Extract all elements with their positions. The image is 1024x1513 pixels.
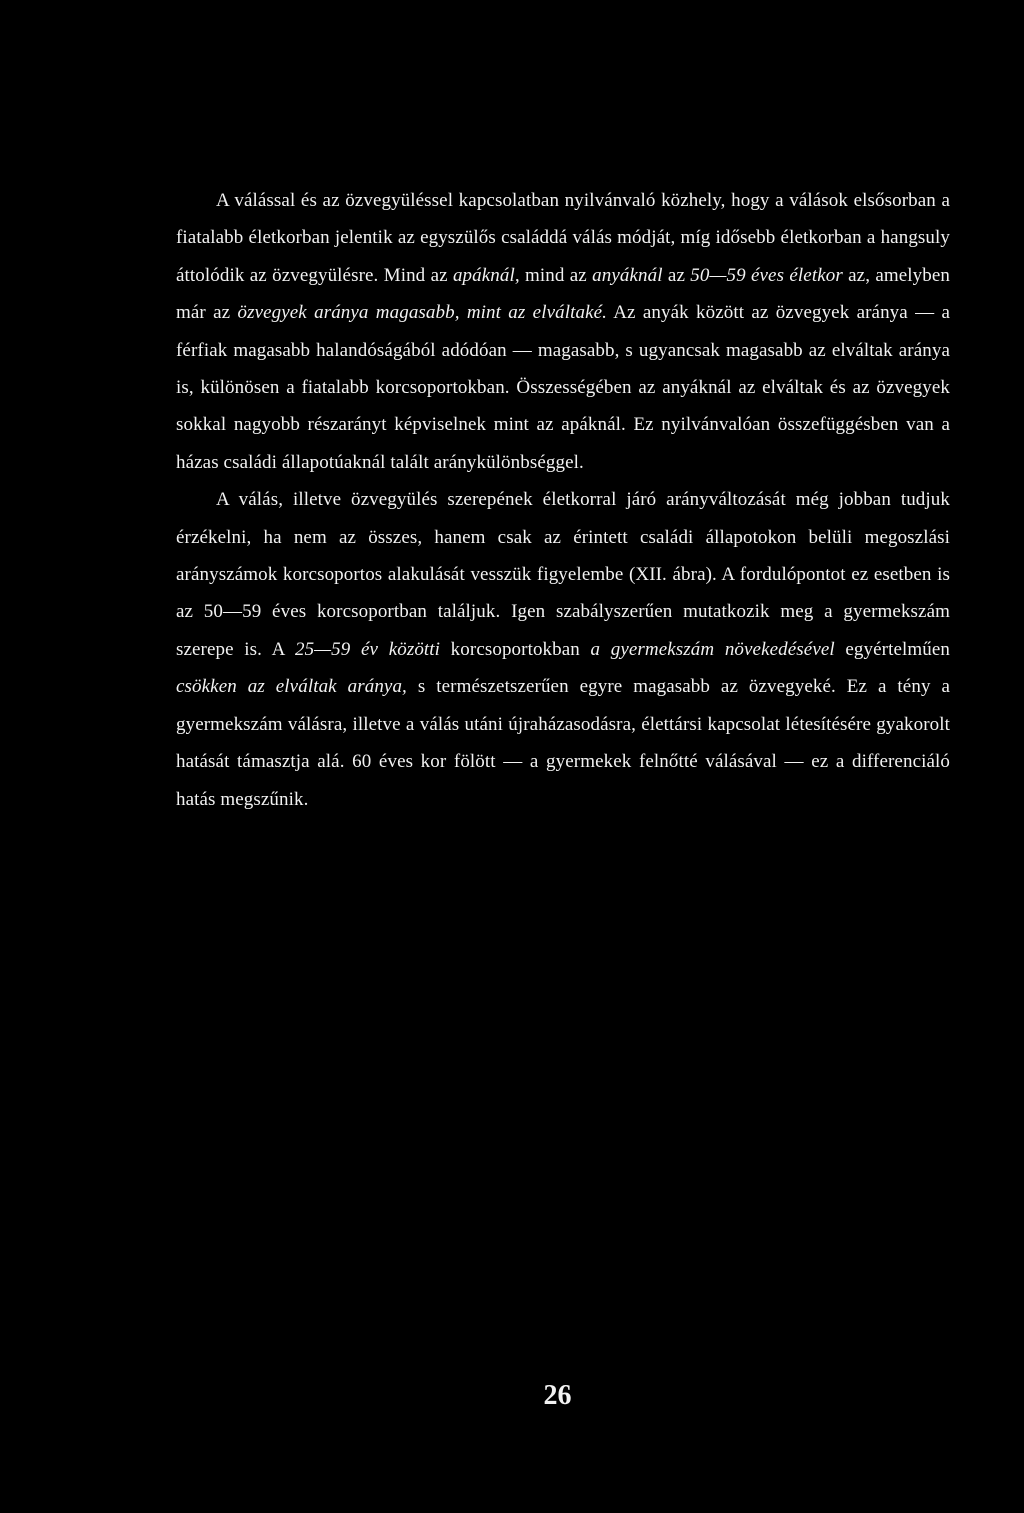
paragraph-1 bbox=[176, 182, 950, 481]
paragraph-1-segment: anyáknál bbox=[592, 264, 663, 286]
paragraph-1-segment: Az anyák között az özvegyek aránya — a férfiak magasabb halandóságából adódóan — magasabb, s ugyancsak magasabb az elváltak aránya is, különösen a fiatalabb korcsoportokban. Összességében az anyáknál az elváltak és az özvegyek sokkal nagyobb részarányt képviselnek mint az apáknál. Ez nyilvánvalóan összefüggésben van a házas családi állapotúaknál talált aránykülönbséggel. bbox=[176, 302, 950, 473]
paragraph-2-segment: egyértelműen bbox=[834, 638, 950, 660]
paragraph-2-segment: a gyermekszám növekedésével bbox=[590, 638, 835, 660]
paragraph-1-segment: apáknál, bbox=[452, 264, 520, 286]
paragraph-2-segment: 25—59 év közötti bbox=[294, 638, 441, 660]
paragraph-1-segment: 50—59 éves életkor bbox=[690, 264, 843, 286]
paragraph-2-segment: A válás, illetve özvegyülés szerepének életkorral járó arányváltozását még jobban tudjuk érzékelni, ha nem az összes, hanem csak az érintett családi állapotokon belüli megoszlási arányszámok korcsoportos alakulását vesszük figyelembe (XII. ábra). A fordulópontot ez esetben is az 50—59 éves korcsoportban találjuk. Igen szabályszerűen mutatkozik meg a gyermekszám szerepe is. A bbox=[176, 489, 950, 660]
page-number: 26 bbox=[543, 1380, 572, 1411]
paragraph-2-segment: s természetszerűen egyre magasabb az özvegyeké. Ez a tény a gyermekszám válásra, illetve a válás utáni újraházasodásra, élettársi kapcsolat létesítésére gyakorolt hatását támasztja alá. 60 éves kor fölött — a gyermekek felnőtté válásával — ez a differenciáló hatás megszűnik. bbox=[176, 676, 951, 810]
body-text bbox=[176, 182, 950, 818]
paragraph-2-segment: korcsoportokban bbox=[440, 638, 591, 660]
paragraph-1-segment: A válással és az özvegyüléssel kapcsolatban nyilvánvaló közhely, hogy a válások elsősorban a fiatalabb életkorban jelentik az egyszülős családdá válás módját, míg idősebb életkorban a hangsuly áttolódik az özvegyülésre. Mind az bbox=[176, 190, 950, 286]
paragraph-1-segment: özvegyek aránya magasabb, mint az elváltaké. bbox=[237, 302, 607, 324]
paragraph-2 bbox=[176, 481, 950, 818]
paragraph-2-segment: csökken az elváltak aránya, bbox=[176, 676, 407, 698]
paragraph-1-segment: mind az bbox=[519, 264, 593, 286]
paragraph-1-segment: az, amelyben már az bbox=[176, 264, 951, 324]
paragraph-1-segment: az bbox=[662, 264, 691, 286]
